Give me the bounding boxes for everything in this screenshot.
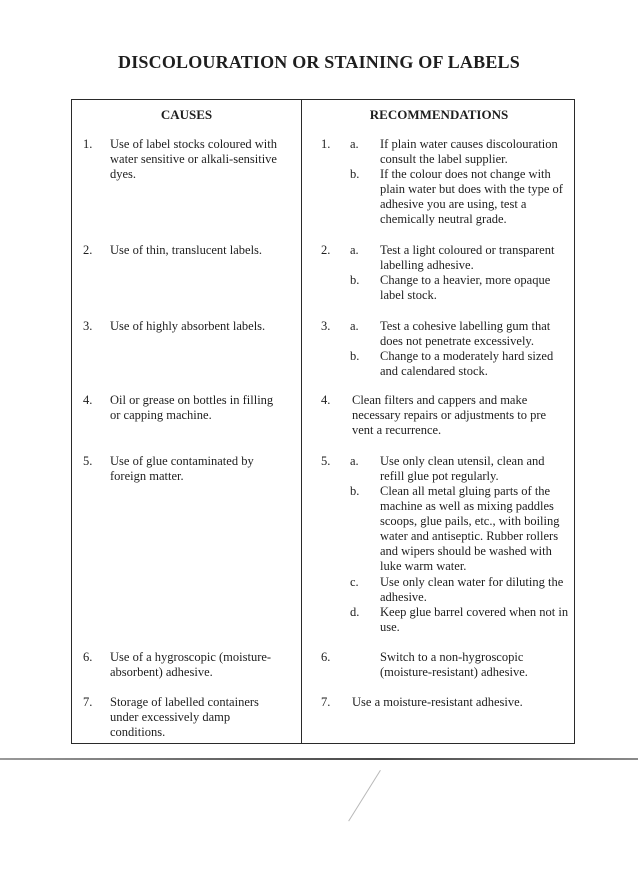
causes-header: CAUSES xyxy=(160,107,213,122)
recommendation-text: Keep glue barrel covered when not in use. xyxy=(380,605,569,634)
cause-number: 3. xyxy=(83,319,93,333)
recommendation-number: 2. xyxy=(321,243,331,257)
scan-mark xyxy=(348,770,381,821)
recommendation-letter: b. xyxy=(350,349,360,363)
recommendation-text: Use a moisture-resistant adhesive. xyxy=(352,695,523,709)
recommendation-text: Clean filters and cappers and make necessary repairs or adjustments to pre vent a recurrence. xyxy=(352,393,547,437)
cause-text: Storage of labelled containers under excessively damp conditions. xyxy=(110,695,259,739)
recommendation-text: If the colour does not change with plain water but does with the type of adhesive you are using, test a chemically neutral grade. xyxy=(380,167,563,226)
cause-number: 4. xyxy=(83,393,93,407)
cause-text: Use of a hygroscopic (moisture-absorbent) adhesive. xyxy=(110,650,272,679)
cause-number: 1. xyxy=(83,137,93,151)
recommendation-letter: a. xyxy=(350,319,359,333)
causes-recommendations-table xyxy=(71,99,575,744)
recommendation-number: 3. xyxy=(321,319,331,333)
recommendation-letter: a. xyxy=(350,454,359,468)
recommendation-letter: b. xyxy=(350,484,360,498)
column-divider xyxy=(301,100,302,743)
recommendation-text: Change to a moderately hard sized and calendared stock. xyxy=(380,349,554,378)
recommendation-letter: a. xyxy=(350,137,359,151)
recommendation-number: 1. xyxy=(321,137,331,151)
recommendation-letter: a. xyxy=(350,243,359,257)
cause-text: Use of glue contaminated by foreign matter. xyxy=(110,454,254,483)
recommendation-text: Clean all metal gluing parts of the machine as well as mixing paddles scoops, glue pails, etc., with boiling water and antiseptic. Rubber rollers and wipers should be washed with luke warm water. xyxy=(380,484,560,573)
scan-edge-line xyxy=(0,758,638,760)
recommendation-text: Use only clean water for diluting the adhesive. xyxy=(380,575,564,604)
cause-text: Oil or grease on bottles in filling or capping machine. xyxy=(110,393,274,422)
recommendation-number: 4. xyxy=(321,393,331,407)
cause-number: 7. xyxy=(83,695,93,709)
cause-text: Use of label stocks coloured with water sensitive or alkali-sensitive dyes. xyxy=(110,137,277,181)
recommendation-letter: c. xyxy=(350,575,359,589)
cause-text: Use of thin, translucent labels. xyxy=(110,243,263,257)
recommendation-number: 6. xyxy=(321,650,331,664)
cause-number: 2. xyxy=(83,243,93,257)
recommendations-header: RECOMMENDATIONS xyxy=(369,107,509,122)
recommendation-text: Test a cohesive labelling gum that does not penetrate excessively. xyxy=(380,319,551,348)
recommendation-number: 5. xyxy=(321,454,331,468)
recommendation-letter: b. xyxy=(350,167,360,181)
cause-number: 5. xyxy=(83,454,93,468)
recommendation-text: Test a light coloured or transparent labelling adhesive. xyxy=(380,243,555,272)
cause-text: Use of highly absorbent labels. xyxy=(110,319,266,333)
recommendation-text: If plain water causes discolouration consult the label supplier. xyxy=(380,137,558,166)
page-title: DISCOLOURATION OR STAINING OF LABELS xyxy=(118,52,520,72)
recommendation-letter: b. xyxy=(350,273,360,287)
recommendation-text: Change to a heavier, more opaque label stock. xyxy=(380,273,551,302)
recommendation-text: Switch to a non-hygroscopic (moisture-resistant) adhesive. xyxy=(380,650,528,679)
recommendation-letter: d. xyxy=(350,605,360,619)
cause-number: 6. xyxy=(83,650,93,664)
recommendation-number: 7. xyxy=(321,695,331,709)
recommendation-text: Use only clean utensil, clean and refill glue pot regularly. xyxy=(380,454,545,483)
